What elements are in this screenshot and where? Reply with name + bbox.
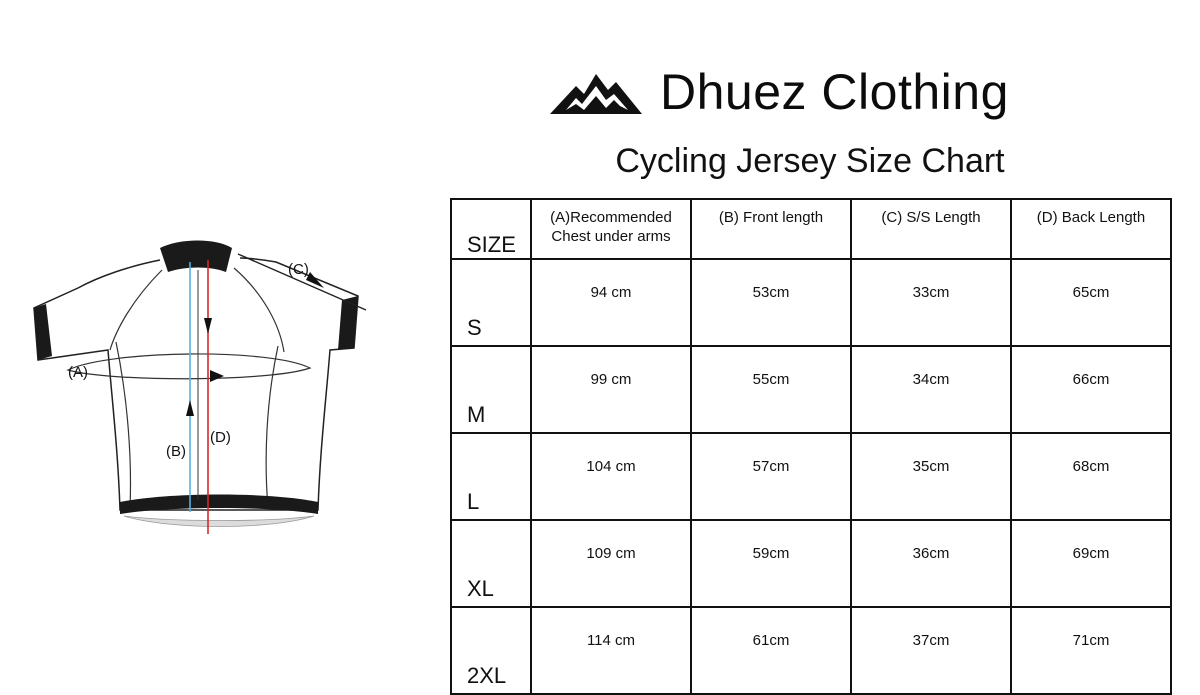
back-length-cell: 71cm: [1011, 607, 1171, 694]
table-row: [451, 259, 1171, 346]
header-back-length: (D) Back Length: [1011, 199, 1171, 259]
table-header-row: [451, 199, 1171, 259]
sleeve-length-cell: 37cm: [851, 607, 1011, 694]
label-a: (A): [68, 364, 88, 381]
chest-cell: 114 cm: [531, 607, 691, 694]
arrow-a-icon: [210, 370, 224, 382]
jersey-left-seam: [110, 270, 162, 350]
table-row: [451, 607, 1171, 694]
size-cell: 2XL: [451, 607, 531, 694]
back-length-cell: 65cm: [1011, 259, 1171, 346]
chart-title: Cycling Jersey Size Chart: [615, 142, 1005, 180]
header-front-length: (B) Front length: [691, 199, 851, 259]
table-row: [451, 433, 1171, 520]
sleeve-length-cell: 34cm: [851, 346, 1011, 433]
sleeve-length-cell: 35cm: [851, 433, 1011, 520]
jersey-illustration: [20, 230, 380, 550]
header-chest-line2: Chest under arms: [551, 228, 671, 245]
front-length-cell: 61cm: [691, 607, 851, 694]
back-length-cell: 69cm: [1011, 520, 1171, 607]
front-length-cell: 57cm: [691, 433, 851, 520]
jersey-diagram: [20, 230, 380, 550]
header-sleeve-length: (C) S/S Length: [851, 199, 1011, 259]
size-chart-table: [450, 198, 1172, 695]
size-cell: S: [451, 259, 531, 346]
size-cell: L: [451, 433, 531, 520]
jersey-right-side: [266, 346, 278, 508]
sleeve-length-cell: 33cm: [851, 259, 1011, 346]
back-length-cell: 66cm: [1011, 346, 1171, 433]
size-cell: XL: [451, 520, 531, 607]
jersey-outline: [34, 258, 358, 510]
chest-cell: 109 cm: [531, 520, 691, 607]
brand-header: [548, 62, 1009, 122]
header-chest-line1: (A)Recommended: [550, 209, 672, 226]
label-c: (C): [288, 261, 309, 278]
size-cell: M: [451, 346, 531, 433]
front-length-cell: 59cm: [691, 520, 851, 607]
table-row: [451, 520, 1171, 607]
table-row: [451, 346, 1171, 433]
header-size: SIZE: [451, 199, 531, 259]
collar: [160, 241, 232, 273]
brand-name: Dhuez Clothing: [660, 64, 1009, 120]
arrow-d-icon: [204, 318, 212, 334]
label-b: (B): [166, 443, 186, 460]
mountain-logo-icon: [548, 66, 644, 118]
header-chest: [531, 199, 691, 259]
label-d: (D): [210, 429, 231, 446]
back-length-cell: 68cm: [1011, 433, 1171, 520]
chest-cell: 94 cm: [531, 259, 691, 346]
chest-cell: 99 cm: [531, 346, 691, 433]
hem-shadow: [124, 516, 314, 527]
arrow-b-icon: [186, 400, 194, 416]
front-length-cell: 55cm: [691, 346, 851, 433]
jersey-right-seam: [234, 268, 284, 352]
front-length-cell: 53cm: [691, 259, 851, 346]
sleeve-length-cell: 36cm: [851, 520, 1011, 607]
chest-cell: 104 cm: [531, 433, 691, 520]
waist-band: [120, 495, 318, 515]
